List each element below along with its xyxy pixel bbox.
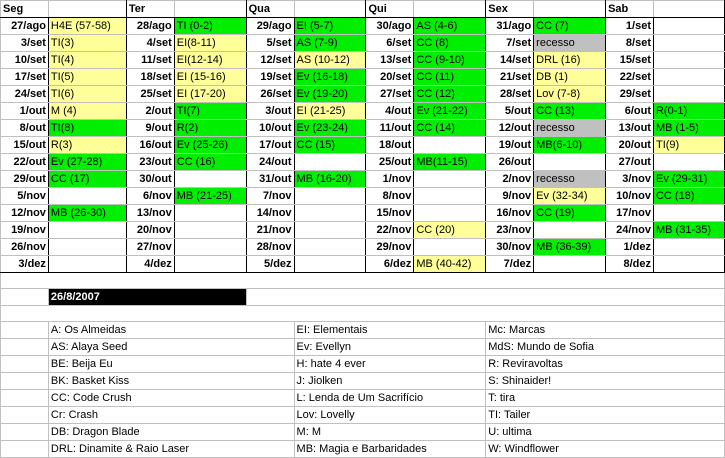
date-cell[interactable]: 23/nov bbox=[486, 222, 534, 239]
schedule-entry-cell[interactable]: TI(7) bbox=[174, 103, 246, 120]
date-cell[interactable]: 15/set bbox=[606, 52, 654, 69]
legend-entry[interactable]: DB: Dragon Blade bbox=[48, 424, 294, 441]
legend-entry[interactable]: TI: Tailer bbox=[486, 407, 725, 424]
week-row bbox=[1, 86, 725, 103]
date-cell[interactable]: 3/out bbox=[246, 103, 294, 120]
date-cell[interactable]: 24/set bbox=[1, 86, 49, 103]
legend-entry[interactable]: A: Os Almeidas bbox=[48, 322, 294, 339]
schedule-entry-cell[interactable]: EI (21-25) bbox=[294, 103, 366, 120]
legend-row bbox=[1, 339, 725, 356]
schedule-entry-cell[interactable]: CC (9-10) bbox=[414, 52, 486, 69]
legend-row bbox=[1, 322, 725, 339]
week-row bbox=[1, 18, 725, 35]
schedule-entry-cell[interactable]: EI(12-14) bbox=[174, 52, 246, 69]
date-cell[interactable]: 4/out bbox=[366, 103, 414, 120]
week-row bbox=[1, 171, 725, 188]
week-row bbox=[1, 205, 725, 222]
schedule-entry-cell[interactable] bbox=[48, 239, 126, 256]
date-cell[interactable]: 8/nov bbox=[366, 188, 414, 205]
date-cell[interactable]: 6/dez bbox=[366, 256, 414, 273]
legend-entry[interactable]: Lov: Lovelly bbox=[294, 407, 486, 424]
date-cell[interactable]: 29/ago bbox=[246, 18, 294, 35]
legend-entry[interactable]: Ev: Evellyn bbox=[294, 339, 486, 356]
schedule-entry-cell[interactable]: Lov (7-8) bbox=[534, 86, 606, 103]
date-cell[interactable]: 5/set bbox=[246, 35, 294, 52]
schedule-entry-cell[interactable] bbox=[174, 222, 246, 239]
date-cell[interactable]: 10/out bbox=[246, 120, 294, 137]
date-cell[interactable]: 16/out bbox=[126, 137, 174, 154]
date-cell[interactable]: 1/set bbox=[606, 18, 654, 35]
date-cell[interactable]: 12/out bbox=[486, 120, 534, 137]
legend-entry[interactable]: H: hate 4 ever bbox=[294, 356, 486, 373]
legend-entry[interactable]: J: Jiolken bbox=[294, 373, 486, 390]
legend-entry[interactable]: T: tira bbox=[486, 390, 725, 407]
schedule-entry-cell[interactable]: TI(3) bbox=[48, 35, 126, 52]
schedule-entry-cell[interactable]: CC (17) bbox=[48, 171, 126, 188]
week-row bbox=[1, 69, 725, 86]
week-row bbox=[1, 35, 725, 52]
schedule-entry-cell[interactable] bbox=[294, 205, 366, 222]
schedule-entry-cell[interactable]: CC (15) bbox=[294, 137, 366, 154]
legend-row bbox=[1, 424, 725, 441]
schedule-entry-cell[interactable] bbox=[534, 256, 606, 273]
date-cell[interactable]: 18/out bbox=[366, 137, 414, 154]
schedule-entry-cell[interactable] bbox=[534, 154, 606, 171]
date-cell[interactable]: 7/nov bbox=[246, 188, 294, 205]
schedule-entry-cell[interactable]: R(2) bbox=[174, 120, 246, 137]
week-row bbox=[1, 52, 725, 69]
week-row bbox=[1, 239, 725, 256]
legend-entry[interactable]: M: M bbox=[294, 424, 486, 441]
date-cell[interactable]: 22/set bbox=[606, 69, 654, 86]
date-cell[interactable]: 11/out bbox=[366, 120, 414, 137]
date-cell[interactable]: 25/out bbox=[366, 154, 414, 171]
schedule-entry-cell[interactable] bbox=[294, 188, 366, 205]
date-cell[interactable]: 2/out bbox=[126, 103, 174, 120]
schedule-entry-cell[interactable]: CC (16) bbox=[174, 154, 246, 171]
schedule-entry-cell[interactable]: H4E (57-58) bbox=[48, 18, 126, 35]
legend-entry[interactable]: Cr: Crash bbox=[48, 407, 294, 424]
schedule-entry-cell[interactable]: EI (5-7) bbox=[294, 18, 366, 35]
date-cell[interactable]: 15/nov bbox=[366, 205, 414, 222]
schedule-entry-cell[interactable] bbox=[414, 171, 486, 188]
legend-entry[interactable]: MdS: Mundo de Sofia bbox=[486, 339, 725, 356]
date-cell[interactable]: 29/nov bbox=[366, 239, 414, 256]
schedule-entry-cell[interactable]: Ev (25-26) bbox=[174, 137, 246, 154]
schedule-entry-cell[interactable]: TI(8) bbox=[48, 120, 126, 137]
schedule-entry-cell[interactable]: Ev (21-22) bbox=[414, 103, 486, 120]
schedule-entry-cell[interactable]: MB (40-42) bbox=[414, 256, 486, 273]
week-row bbox=[1, 154, 725, 171]
date-cell[interactable]: 1/nov bbox=[366, 171, 414, 188]
date-cell[interactable]: 30/ago bbox=[366, 18, 414, 35]
header-day-seg[interactable]: Seg bbox=[1, 1, 49, 18]
schedule-entry-cell[interactable]: MB (1-5) bbox=[653, 120, 724, 137]
legend-row bbox=[1, 441, 725, 458]
schedule-entry-cell[interactable] bbox=[294, 222, 366, 239]
schedule-entry-cell[interactable]: M (4) bbox=[48, 103, 126, 120]
legend-entry[interactable]: BK: Basket Kiss bbox=[48, 373, 294, 390]
schedule-entry-cell[interactable] bbox=[414, 205, 486, 222]
week-row bbox=[1, 137, 725, 154]
date-cell[interactable]: 26/nov bbox=[1, 239, 49, 256]
date-cell[interactable]: 5/out bbox=[486, 103, 534, 120]
schedule-entry-cell[interactable]: MB (36-39) bbox=[534, 239, 606, 256]
schedule-entry-cell[interactable]: CC (20) bbox=[414, 222, 486, 239]
header-day-sab[interactable]: Sab bbox=[606, 1, 654, 18]
date-cell[interactable]: 20/nov bbox=[126, 222, 174, 239]
schedule-entry-cell[interactable]: recesso bbox=[534, 35, 606, 52]
schedule-entry-cell[interactable] bbox=[653, 256, 724, 273]
schedule-entry-cell[interactable]: TI(9) bbox=[653, 137, 724, 154]
schedule-entry-cell[interactable] bbox=[48, 188, 126, 205]
date-cell[interactable]: 17/out bbox=[246, 137, 294, 154]
date-cell[interactable]: 12/set bbox=[246, 52, 294, 69]
date-cell[interactable]: 27/out bbox=[606, 154, 654, 171]
schedule-entry-cell[interactable] bbox=[174, 205, 246, 222]
date-cell[interactable]: 19/set bbox=[246, 69, 294, 86]
date-cell[interactable]: 28/ago bbox=[126, 18, 174, 35]
date-cell[interactable]: 9/out bbox=[126, 120, 174, 137]
schedule-entry-cell[interactable]: CC (13) bbox=[534, 103, 606, 120]
date-cell[interactable]: 3/dez bbox=[1, 256, 49, 273]
date-cell[interactable]: 28/nov bbox=[246, 239, 294, 256]
schedule-entry-cell[interactable]: EI(8-11) bbox=[174, 35, 246, 52]
schedule-entry-cell[interactable]: CC (19) bbox=[534, 205, 606, 222]
schedule-entry-cell[interactable]: CC (18) bbox=[653, 188, 724, 205]
date-cell[interactable]: 1/out bbox=[1, 103, 49, 120]
date-cell[interactable]: 25/set bbox=[126, 86, 174, 103]
schedule-entry-cell[interactable]: MB (21-25) bbox=[174, 188, 246, 205]
date-cell[interactable]: 20/out bbox=[606, 137, 654, 154]
schedule-entry-cell[interactable] bbox=[174, 171, 246, 188]
date-cell[interactable]: 12/nov bbox=[1, 205, 49, 222]
date-cell[interactable]: 14/set bbox=[486, 52, 534, 69]
schedule-entry-cell[interactable]: recesso bbox=[534, 120, 606, 137]
schedule-entry-cell[interactable]: CC (14) bbox=[414, 120, 486, 137]
date-cell[interactable]: 31/ago bbox=[486, 18, 534, 35]
schedule-entry-cell[interactable]: CC (12) bbox=[414, 86, 486, 103]
schedule-entry-cell[interactable]: TI (0-2) bbox=[174, 18, 246, 35]
date-cell[interactable]: 6/out bbox=[606, 103, 654, 120]
date-cell[interactable]: 17/set bbox=[1, 69, 49, 86]
header-day-ter[interactable]: Ter bbox=[126, 1, 174, 18]
date-cell[interactable]: 13/out bbox=[606, 120, 654, 137]
date-cell[interactable]: 19/nov bbox=[1, 222, 49, 239]
legend-entry[interactable]: S: Shinaider! bbox=[486, 373, 725, 390]
date-cell[interactable]: 6/set bbox=[366, 35, 414, 52]
date-cell[interactable]: 9/nov bbox=[486, 188, 534, 205]
schedule-entry-cell[interactable]: TI(6) bbox=[48, 86, 126, 103]
date-cell[interactable]: 11/set bbox=[126, 52, 174, 69]
date-cell[interactable]: 3/nov bbox=[606, 171, 654, 188]
date-cell[interactable]: 3/set bbox=[1, 35, 49, 52]
legend-entry[interactable]: BE: Beija Eu bbox=[48, 356, 294, 373]
schedule-entry-cell[interactable] bbox=[653, 205, 724, 222]
legend-entry[interactable]: U: ultima bbox=[486, 424, 725, 441]
header-day-sex[interactable]: Sex bbox=[486, 1, 534, 18]
legend-entry[interactable]: R: Reviravoltas bbox=[486, 356, 725, 373]
date-cell[interactable]: 7/dez bbox=[486, 256, 534, 273]
schedule-entry-cell[interactable]: MB(6-10) bbox=[534, 137, 606, 154]
schedule-entry-cell[interactable]: TI(5) bbox=[48, 69, 126, 86]
header-day-qua[interactable]: Qua bbox=[246, 1, 294, 18]
legend-area bbox=[1, 273, 725, 458]
schedule-entry-cell[interactable] bbox=[653, 52, 724, 69]
schedule-entry-cell[interactable]: DB (1) bbox=[534, 69, 606, 86]
schedule-entry-cell[interactable]: CC (8) bbox=[414, 35, 486, 52]
week-row bbox=[1, 103, 725, 120]
date-cell[interactable]: 17/nov bbox=[606, 205, 654, 222]
date-cell[interactable]: 4/set bbox=[126, 35, 174, 52]
date-cell[interactable]: 21/set bbox=[486, 69, 534, 86]
schedule-entry-cell[interactable] bbox=[653, 69, 724, 86]
date-cell[interactable]: 27/nov bbox=[126, 239, 174, 256]
schedule-entry-cell[interactable] bbox=[653, 35, 724, 52]
legend-entry[interactable]: EI: Elementais bbox=[294, 322, 486, 339]
schedule-entry-cell[interactable]: Ev (32-34) bbox=[534, 188, 606, 205]
legend-row bbox=[1, 407, 725, 424]
schedule-entry-cell[interactable]: CC (11) bbox=[414, 69, 486, 86]
date-cell[interactable]: 27/ago bbox=[1, 18, 49, 35]
week-row bbox=[1, 222, 725, 239]
schedule-entry-cell[interactable]: Ev (27-28) bbox=[48, 154, 126, 171]
date-cell[interactable]: 31/out bbox=[246, 171, 294, 188]
schedule-entry-cell[interactable] bbox=[534, 222, 606, 239]
legend-entry[interactable]: L: Lenda de Um Sacrifício bbox=[294, 390, 486, 407]
date-cell[interactable]: 10/nov bbox=[606, 188, 654, 205]
schedule-entry-cell[interactable] bbox=[653, 86, 724, 103]
schedule-entry-cell[interactable] bbox=[48, 222, 126, 239]
date-cell[interactable]: 29/out bbox=[1, 171, 49, 188]
date-cell[interactable]: 26/out bbox=[486, 154, 534, 171]
schedule-entry-cell[interactable]: EI (15-16) bbox=[174, 69, 246, 86]
schedule-entry-cell[interactable]: R(3) bbox=[48, 137, 126, 154]
date-cell[interactable]: 8/out bbox=[1, 120, 49, 137]
date-cell[interactable]: 22/out bbox=[1, 154, 49, 171]
date-cell[interactable]: 14/nov bbox=[246, 205, 294, 222]
date-cell[interactable]: 4/dez bbox=[126, 256, 174, 273]
schedule-entry-cell[interactable] bbox=[174, 239, 246, 256]
schedule-entry-cell[interactable]: MB (31-35) bbox=[653, 222, 724, 239]
schedule-entry-cell[interactable] bbox=[653, 18, 724, 35]
date-cell[interactable]: 8/dez bbox=[606, 256, 654, 273]
date-cell[interactable]: 10/set bbox=[1, 52, 49, 69]
week-row bbox=[1, 188, 725, 205]
date-cell[interactable]: 5/nov bbox=[1, 188, 49, 205]
date-cell[interactable]: 21/nov bbox=[246, 222, 294, 239]
schedule-entry-cell[interactable] bbox=[653, 154, 724, 171]
date-cell[interactable]: 27/set bbox=[366, 86, 414, 103]
date-cell[interactable]: 13/nov bbox=[126, 205, 174, 222]
date-cell[interactable]: 23/out bbox=[126, 154, 174, 171]
date-cell[interactable]: 5/dez bbox=[246, 256, 294, 273]
schedule-entry-cell[interactable] bbox=[48, 256, 126, 273]
week-row bbox=[1, 120, 725, 137]
legend-entry[interactable]: W: Windflower bbox=[486, 441, 725, 458]
date-cell[interactable]: 29/set bbox=[606, 86, 654, 103]
schedule-entry-cell[interactable] bbox=[414, 188, 486, 205]
header-day-qui[interactable]: Qui bbox=[366, 1, 414, 18]
schedule-entry-cell[interactable]: MB (16-20) bbox=[294, 171, 366, 188]
schedule-body bbox=[1, 18, 725, 273]
date-cell[interactable]: 8/set bbox=[606, 35, 654, 52]
schedule-entry-cell[interactable]: EI (17-20) bbox=[174, 86, 246, 103]
schedule-entry-cell[interactable]: MB (26-30) bbox=[48, 205, 126, 222]
date-stamp[interactable]: 26/8/2007 bbox=[48, 289, 246, 306]
legend-entry[interactable]: MB: Magia e Barbaridades bbox=[294, 441, 486, 458]
date-cell[interactable]: 28/set bbox=[486, 86, 534, 103]
schedule-entry-cell[interactable]: CC (7) bbox=[534, 18, 606, 35]
legend-row bbox=[1, 356, 725, 373]
date-cell[interactable]: 30/out bbox=[126, 171, 174, 188]
date-cell[interactable]: 20/set bbox=[366, 69, 414, 86]
schedule-entry-cell[interactable]: Ev (23-24) bbox=[294, 120, 366, 137]
week-row bbox=[1, 256, 725, 273]
schedule-entry-cell[interactable] bbox=[294, 239, 366, 256]
date-cell[interactable]: 7/set bbox=[486, 35, 534, 52]
schedule-entry-cell[interactable]: R(0-1) bbox=[653, 103, 724, 120]
schedule-entry-cell[interactable] bbox=[414, 239, 486, 256]
schedule-entry-cell[interactable]: Ev (16-18) bbox=[294, 69, 366, 86]
date-cell[interactable]: 30/nov bbox=[486, 239, 534, 256]
date-cell[interactable]: 6/nov bbox=[126, 188, 174, 205]
legend-row bbox=[1, 390, 725, 407]
weekday-header-row bbox=[1, 1, 725, 18]
date-cell[interactable]: 22/nov bbox=[366, 222, 414, 239]
schedule-entry-cell[interactable]: DRL (16) bbox=[534, 52, 606, 69]
legend-entry[interactable]: Mc: Marcas bbox=[486, 322, 725, 339]
date-cell[interactable]: 24/out bbox=[246, 154, 294, 171]
schedule-entry-cell[interactable]: Ev (29-31) bbox=[653, 171, 724, 188]
schedule-entry-cell[interactable]: AS (10-12) bbox=[294, 52, 366, 69]
date-cell[interactable]: 18/set bbox=[126, 69, 174, 86]
date-cell[interactable]: 15/out bbox=[1, 137, 49, 154]
date-cell[interactable]: 2/nov bbox=[486, 171, 534, 188]
schedule-entry-cell[interactable] bbox=[653, 239, 724, 256]
schedule-entry-cell[interactable]: MB(11-15) bbox=[414, 154, 486, 171]
schedule-entry-cell[interactable]: TI(4) bbox=[48, 52, 126, 69]
schedule-entry-cell[interactable]: AS (4-6) bbox=[414, 18, 486, 35]
date-cell[interactable]: 1/dez bbox=[606, 239, 654, 256]
schedule-entry-cell[interactable]: AS (7-9) bbox=[294, 35, 366, 52]
schedule-entry-cell[interactable] bbox=[294, 154, 366, 171]
date-cell[interactable]: 19/out bbox=[486, 137, 534, 154]
date-cell[interactable]: 24/nov bbox=[606, 222, 654, 239]
legend-entry[interactable]: DRL: Dinamite & Raio Laser bbox=[48, 441, 294, 458]
schedule-entry-cell[interactable] bbox=[414, 137, 486, 154]
legend-entry[interactable]: CC: Code Crush bbox=[48, 390, 294, 407]
date-cell[interactable]: 16/nov bbox=[486, 205, 534, 222]
legend-entry[interactable]: AS: Alaya Seed bbox=[48, 339, 294, 356]
schedule-entry-cell[interactable]: Ev (19-20) bbox=[294, 86, 366, 103]
legend-row bbox=[1, 373, 725, 390]
date-cell[interactable]: 13/set bbox=[366, 52, 414, 69]
schedule-entry-cell[interactable]: recesso bbox=[534, 171, 606, 188]
schedule-entry-cell[interactable] bbox=[294, 256, 366, 273]
schedule-entry-cell[interactable] bbox=[174, 256, 246, 273]
date-cell[interactable]: 26/set bbox=[246, 86, 294, 103]
